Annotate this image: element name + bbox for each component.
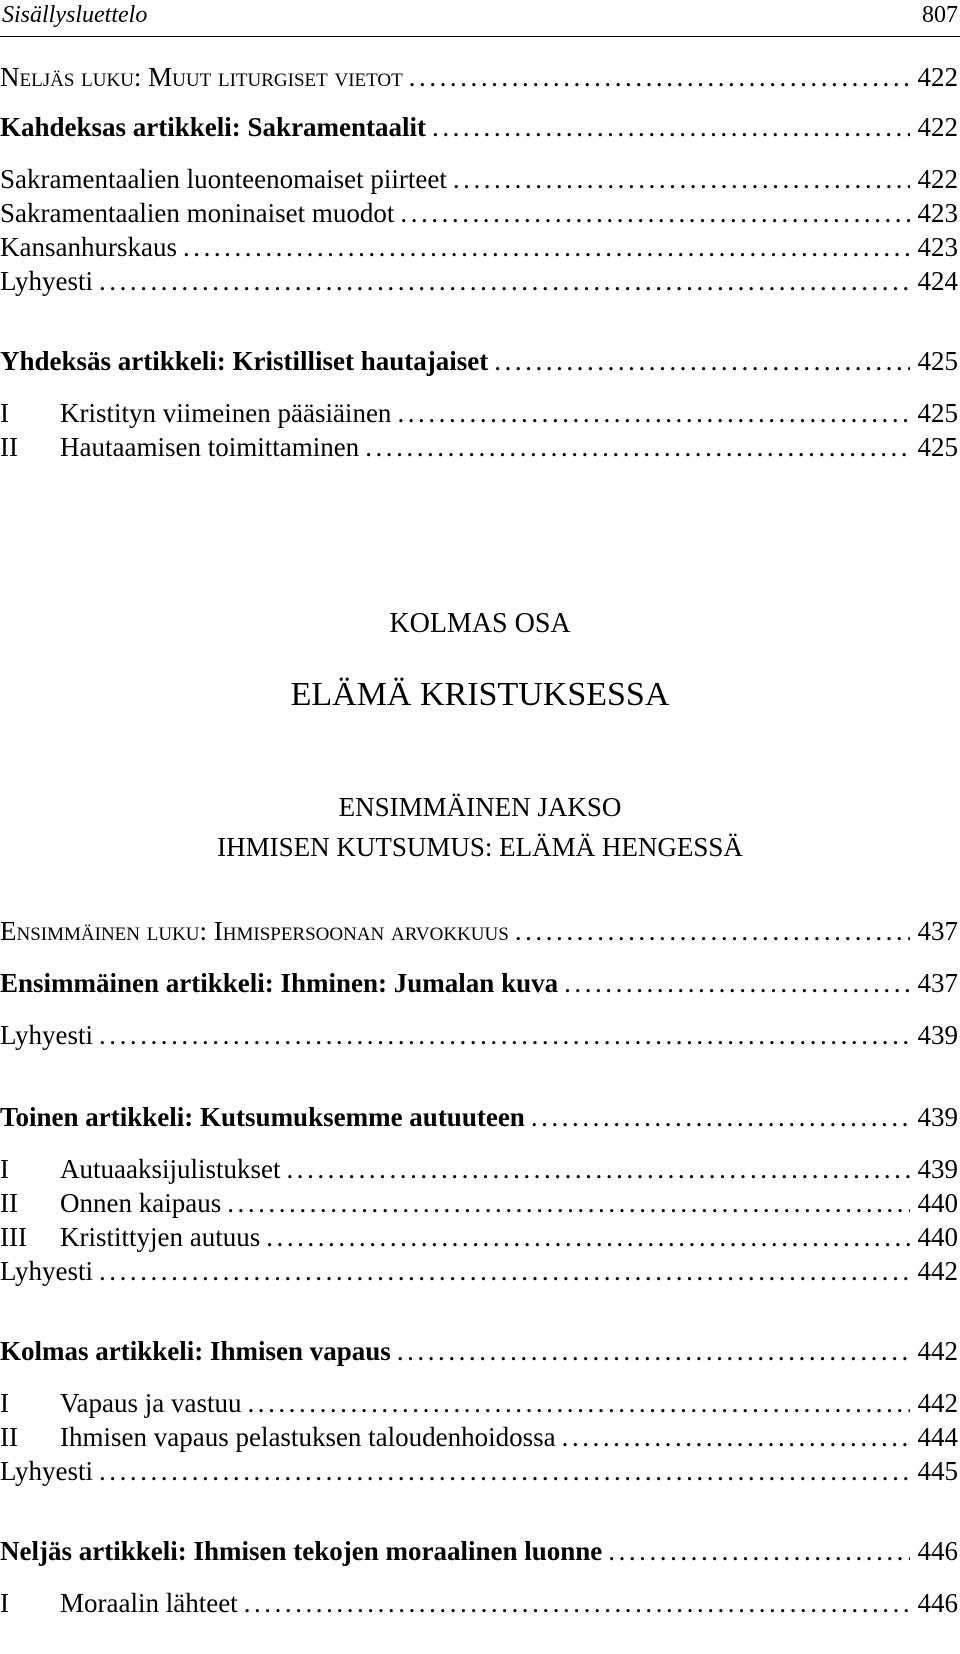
- toc-leader-dots: [244, 1586, 910, 1620]
- toc-entry[interactable]: [0, 1152, 960, 1186]
- toc-leader-dots: [531, 1100, 910, 1134]
- toc-roman-numeral: II: [0, 1188, 18, 1218]
- toc-entry-text: [0, 396, 391, 430]
- toc-leader-dots: [515, 914, 910, 948]
- toc-page-number: 442: [917, 1336, 958, 1366]
- toc-entry-title: Kristittyjen autuus: [60, 1222, 261, 1252]
- toc-page-number: 439: [917, 1020, 958, 1050]
- toc-leader-dots: [99, 1454, 910, 1488]
- toc-roman-numeral: I: [0, 1388, 9, 1418]
- toc-roman-numeral: II: [0, 1422, 18, 1452]
- toc-entry-text: Sakramentaalien luonteenomaiset piirteet: [0, 164, 447, 194]
- toc-entry[interactable]: [0, 1386, 960, 1420]
- toc-entry-text: Lyhyesti: [0, 1020, 93, 1050]
- toc-entry-text: Neljäs artikkeli: Ihmisen tekojen moraalinen luonne: [0, 1536, 603, 1566]
- toc-leader-dots: [397, 1334, 910, 1368]
- toc-entry[interactable]: [0, 1018, 960, 1052]
- toc-entry[interactable]: [0, 264, 960, 298]
- toc-page-number: 442: [917, 1256, 958, 1286]
- toc-entry[interactable]: [0, 1186, 960, 1220]
- toc-entry-text: [0, 1186, 221, 1220]
- section-label: ENSIMMÄINEN JAKSO: [338, 792, 622, 822]
- toc-chapter-entry[interactable]: [0, 60, 960, 94]
- toc-entry[interactable]: [0, 1420, 960, 1454]
- toc-leader-dots: [266, 1220, 909, 1254]
- toc-page-number: 423: [917, 198, 958, 228]
- toc-roman-numeral: I: [0, 1588, 9, 1618]
- toc-page-number: 439: [917, 1102, 958, 1132]
- toc-article-entry[interactable]: [0, 344, 960, 378]
- toc-entry[interactable]: [0, 230, 960, 264]
- toc-entry[interactable]: [0, 162, 960, 196]
- toc-article-entry[interactable]: [0, 1100, 960, 1134]
- toc-leader-dots: [400, 196, 909, 230]
- toc-leader-dots: [397, 396, 909, 430]
- toc-roman-numeral: II: [0, 432, 18, 462]
- header-title: Sisällysluettelo: [2, 2, 148, 28]
- toc-entry-text: Yhdeksäs artikkeli: Kristilliset hautajaiset: [0, 346, 489, 376]
- toc-article-entry[interactable]: [0, 1334, 960, 1368]
- toc-leader-dots: [99, 1018, 910, 1052]
- toc-page-number: 422: [917, 164, 958, 194]
- toc-entry[interactable]: [0, 1586, 960, 1620]
- toc-page-number: 422: [917, 62, 958, 92]
- toc-entry[interactable]: [0, 1220, 960, 1254]
- toc-entry-text: [0, 1220, 260, 1254]
- toc-entry[interactable]: [0, 1254, 960, 1288]
- toc-entry-text: [0, 1420, 556, 1454]
- toc-entry-text: Lyhyesti: [0, 1456, 93, 1486]
- part-title: ELÄMÄ KRISTUKSESSA: [290, 676, 670, 713]
- toc-page-number: 446: [917, 1588, 958, 1618]
- toc-leader-dots: [564, 966, 909, 1000]
- part-label: KOLMAS OSA: [389, 608, 571, 639]
- toc-page-number: 445: [917, 1456, 958, 1486]
- toc-leader-dots: [247, 1386, 909, 1420]
- toc-leader-dots: [99, 264, 910, 298]
- toc-entry-text: Lyhyesti: [0, 266, 93, 296]
- toc-page-number: 424: [917, 266, 958, 296]
- toc-page-number: 425: [917, 398, 958, 428]
- toc-article-entry[interactable]: [0, 1534, 960, 1568]
- toc-entry-text: [0, 430, 359, 464]
- toc-article-entry[interactable]: [0, 966, 960, 1000]
- toc-entry[interactable]: [0, 196, 960, 230]
- toc-page-number: 437: [917, 968, 958, 998]
- toc-page-number: 440: [917, 1188, 958, 1218]
- toc-entry-title: Hautaamisen toimittaminen: [60, 432, 360, 462]
- toc-leader-dots: [409, 60, 910, 94]
- toc-leader-dots: [227, 1186, 909, 1220]
- toc-leader-dots: [183, 230, 910, 264]
- toc-page-number: 423: [917, 232, 958, 262]
- toc-page-number: 425: [917, 346, 958, 376]
- toc-page-number: 440: [917, 1222, 958, 1252]
- toc-entry-text: [0, 1386, 241, 1420]
- toc-leader-dots: [286, 1152, 909, 1186]
- toc-entry-title: Onnen kaipaus: [60, 1188, 222, 1218]
- toc-page-number: 437: [917, 916, 958, 946]
- toc-page-number: 425: [917, 432, 958, 462]
- toc-entry-text: [0, 1152, 280, 1186]
- header-page-number: 807: [922, 2, 958, 28]
- toc-roman-numeral: III: [0, 1222, 27, 1252]
- toc-roman-numeral: I: [0, 1154, 9, 1184]
- toc-entry-text: Kansanhurskaus: [0, 232, 177, 262]
- toc-roman-numeral: I: [0, 398, 9, 428]
- toc-leader-dots: [99, 1254, 910, 1288]
- toc-entry-text: Toinen artikkeli: Kutsumuksemme autuuteen: [0, 1102, 525, 1132]
- toc-page-number: 422: [917, 112, 958, 142]
- toc-entry-title: Ihmisen vapaus pelastuksen taloudenhoidossa: [60, 1422, 556, 1452]
- toc-entry[interactable]: [0, 430, 960, 464]
- toc-entry-title: Moraalin lähteet: [60, 1588, 238, 1618]
- toc-entry-text: Sakramentaalien moninaiset muodot: [0, 198, 395, 228]
- section-title: IHMISEN KUTSUMUS: ELÄMÄ HENGESSÄ: [217, 832, 743, 862]
- running-header: [0, 0, 960, 37]
- toc-entry[interactable]: [0, 1454, 960, 1488]
- toc-entry-title: Autuaaksijulistukset: [60, 1154, 281, 1184]
- toc-leader-dots: [365, 430, 909, 464]
- toc-entry-text: Neljäs luku: Muut liturgiset vietot: [0, 62, 403, 92]
- toc-entry-text: Ensimmäinen luku: Ihmispersoonan arvokkuus: [0, 916, 509, 946]
- toc-page-number: 439: [917, 1154, 958, 1184]
- toc-page-number: 446: [917, 1536, 958, 1566]
- toc-page-number: 444: [917, 1422, 958, 1452]
- toc-article-entry[interactable]: [0, 110, 960, 144]
- toc-entry-text: Lyhyesti: [0, 1256, 93, 1286]
- toc-entry-title: Vapaus ja vastuu: [60, 1388, 242, 1418]
- toc-chapter-entry[interactable]: [0, 914, 960, 948]
- toc-entry-text: [0, 1586, 238, 1620]
- toc-entry-text: Ensimmäinen artikkeli: Ihminen: Jumalan kuva: [0, 968, 559, 998]
- toc-entry[interactable]: [0, 396, 960, 430]
- toc-entry-text: Kahdeksas artikkeli: Sakramentaalit: [0, 112, 427, 142]
- toc-leader-dots: [494, 344, 909, 378]
- toc-leader-dots: [608, 1534, 909, 1568]
- toc-entry-title: Kristityn viimeinen pääsiäinen: [60, 398, 392, 428]
- toc-entry-text: Kolmas artikkeli: Ihmisen vapaus: [0, 1336, 391, 1366]
- toc-leader-dots: [562, 1420, 910, 1454]
- toc-page-number: 442: [917, 1388, 958, 1418]
- toc-leader-dots: [453, 162, 910, 196]
- toc-leader-dots: [432, 110, 909, 144]
